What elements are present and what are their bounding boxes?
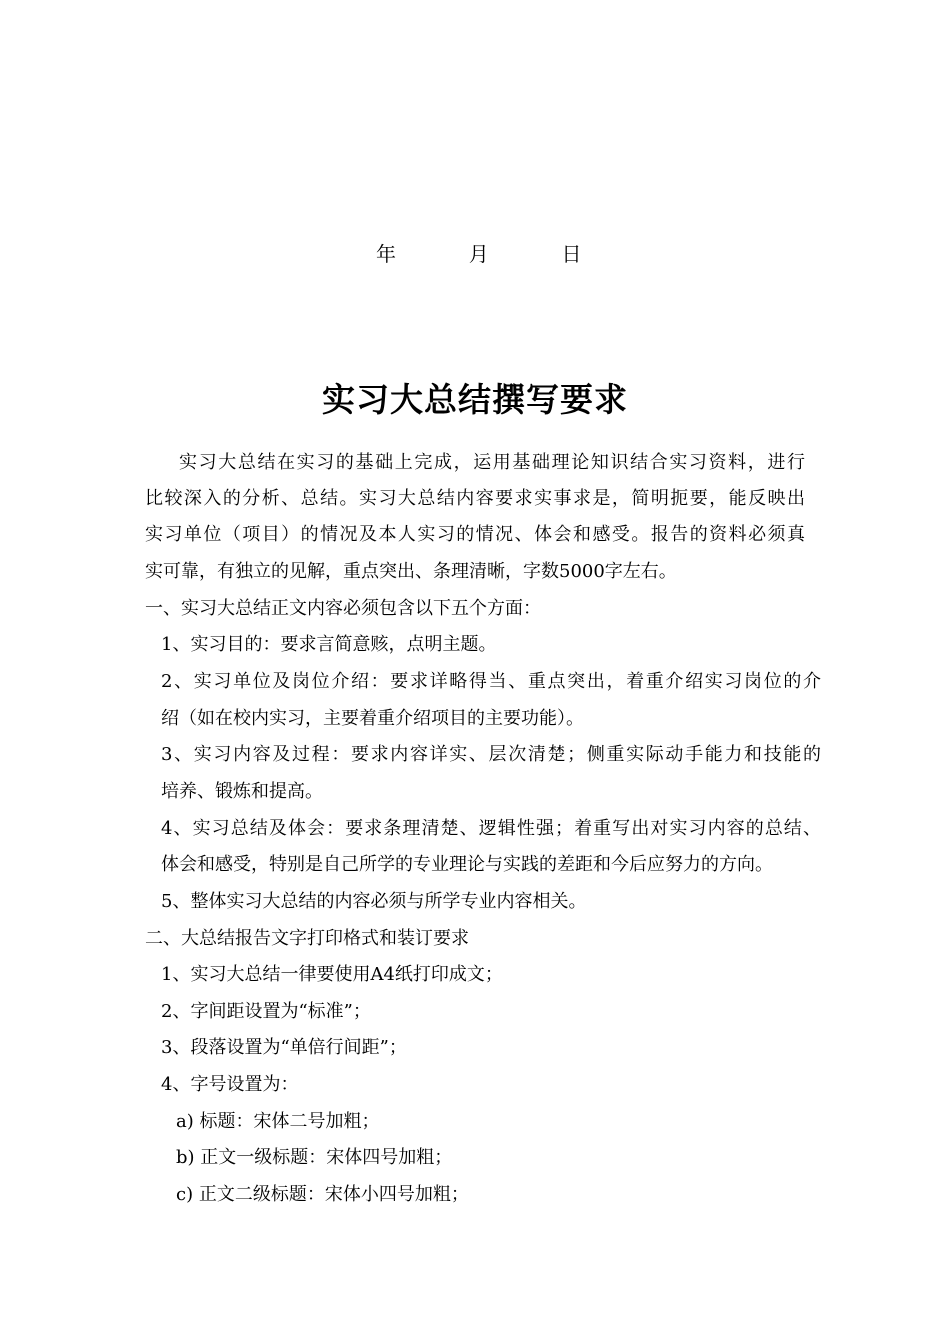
section1-item-2-cont: 绍（如在校内实习，主要着重介绍项目的主要功能）。 (161, 708, 584, 729)
section2-item-2: 2、字间距设置为“标准”； (161, 1001, 371, 1022)
section1-item-5: 5、整体实习大总结的内容必须与所学专业内容相关。 (161, 891, 587, 912)
section1-item-3-cont: 培养、锻炼和提高。 (161, 781, 323, 802)
intro-line-2: 比较深入的分析、总结。实习大总结内容要求实事求是，简明扼要，能反映出 (145, 488, 805, 509)
section1-item-4-cont: 体会和感受，特别是自己所学的专业理论与实践的差距和今后应努力的方向。 (161, 854, 773, 875)
date-month: 月 (468, 242, 489, 266)
document-title: 实习大总结撰写要求 (322, 380, 628, 419)
intro-line-3: 实习单位（项目）的情况及本人实习的情况、体会和感受。报告的资料必须真 (145, 524, 805, 545)
section2-heading: 二、大总结报告文字打印格式和装订要求 (145, 928, 469, 949)
intro-line-4: 实可靠，有独立的见解，重点突出、条理清晰，字数5000字左右。 (145, 561, 677, 582)
section1-item-1: 1、实习目的：要求言简意赅，点明主题。 (161, 634, 497, 655)
section2-subitem-c: c) 正文二级标题：宋体小四号加粗； (176, 1184, 469, 1205)
section1-item-2: 2、实习单位及岗位介绍：要求详略得当、重点突出，着重介绍实习岗位的介 (161, 671, 821, 692)
section2-item-1: 1、实习大总结一律要使用A4纸打印成文； (161, 964, 503, 985)
section2-item-4: 4、字号设置为： (161, 1074, 299, 1095)
date-year: 年 (376, 242, 396, 266)
section2-item-3: 3、段落设置为“单倍行间距”； (161, 1037, 407, 1058)
date-day: 日 (561, 242, 582, 266)
section1-item-4: 4、实习总结及体会：要求条理清楚、逻辑性强；着重写出对实习内容的总结、 (161, 818, 821, 839)
section1-item-3: 3、实习内容及过程：要求内容详实、层次清楚；侧重实际动手能力和技能的 (161, 744, 821, 765)
date-line (376, 238, 581, 267)
intro-line-1: 实习大总结在实习的基础上完成，运用基础理论知识结合实习资料，进行 (179, 452, 805, 473)
section1-heading: 一、实习大总结正文内容必须包含以下五个方面： (145, 598, 541, 619)
section2-subitem-b: b) 正文一级标题：宋体四号加粗； (176, 1147, 453, 1168)
section2-subitem-a: a) 标题：宋体二号加粗； (176, 1111, 380, 1132)
